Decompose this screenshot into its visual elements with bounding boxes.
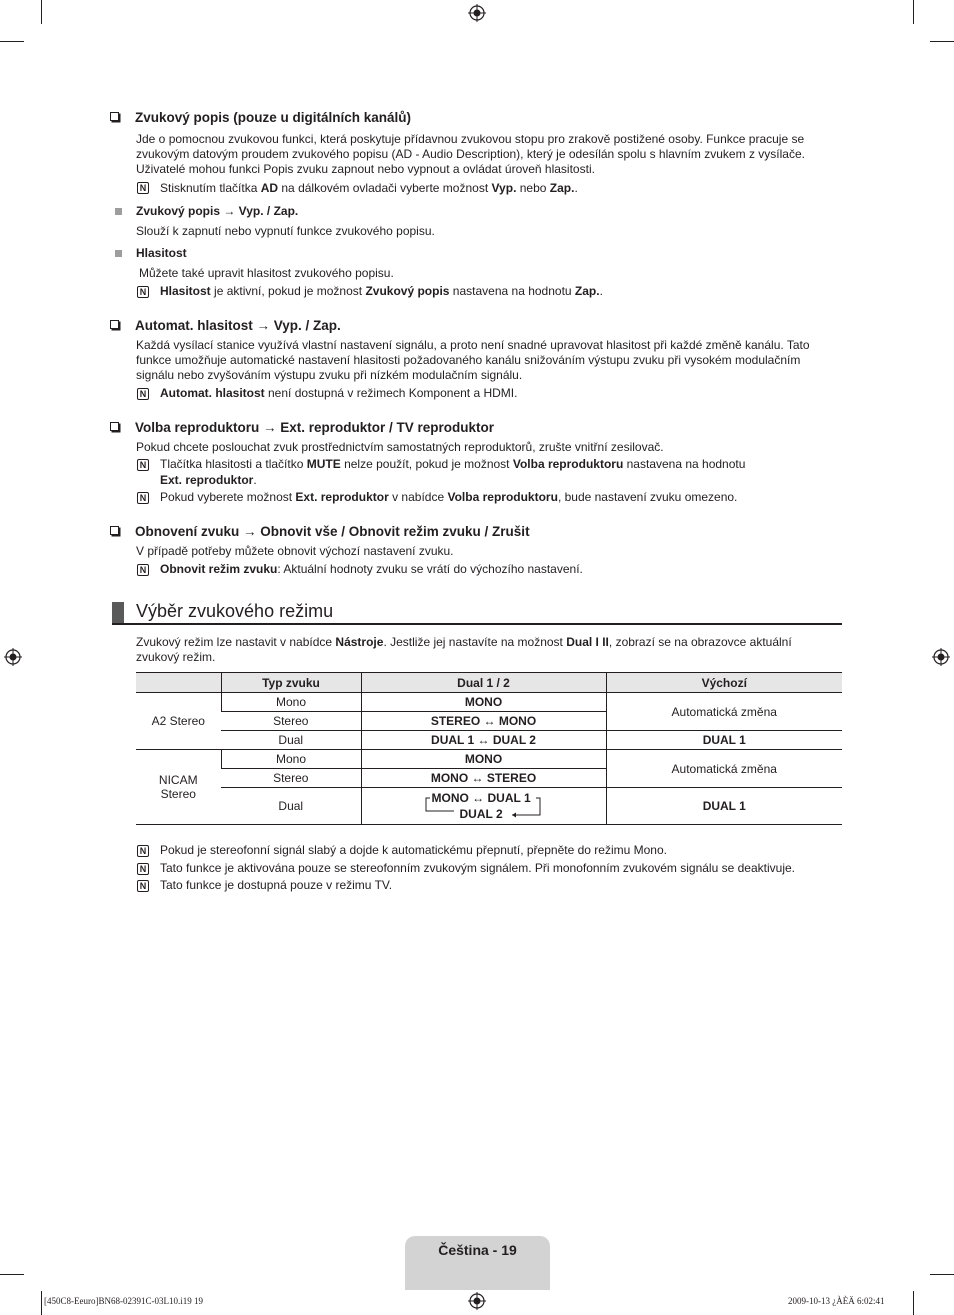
paragraph: V případě potřeby můžete obnovit výchozí nastavení zvuku. (136, 544, 454, 558)
registration-mark-icon (4, 648, 22, 666)
note-icon: N (137, 564, 149, 576)
note-icon: N (137, 492, 149, 504)
note-icon: N (137, 845, 149, 857)
page-title: Výběr zvukového režimu (136, 601, 334, 621)
table-header-row (136, 673, 842, 693)
table-header-cell: Výchozí (606, 673, 842, 693)
table-cell (361, 788, 606, 825)
note-icon: N (137, 880, 149, 892)
table-cell: Dual (221, 788, 361, 825)
table-row (136, 731, 842, 750)
table-cell: Automatická změna (606, 750, 842, 788)
checkbox-bullet-icon (110, 320, 119, 329)
registration-mark-icon (468, 4, 486, 22)
crop-mark (930, 1274, 954, 1275)
table-cell: Automatická změna (606, 693, 842, 731)
table-cell: DUAL 1 ↔ DUAL 2 (361, 731, 606, 750)
note: Hlasitost je aktivní, pokud je možnost Zvukový popis nastavena na hodnotu Zap.. (160, 284, 603, 298)
table-header-cell (136, 673, 221, 693)
registration-mark-icon (932, 648, 950, 666)
paragraph: Pokud chcete poslouchat zvuk prostřednictvím samostatných reproduktorů, zrušte vnitřní zesilovač. (136, 440, 664, 454)
sound-mode-table (136, 672, 842, 825)
paragraph: Jde o pomocnou zvukovou funkci, která poskytuje přídavnou zvukovou stopu pro zrakově postižené osoby. Funkce pracuje se zvukovým datovým proudem zvukového popisu (AD - Audio Description), který je odesílán spolu s hlavním zvukem z vysílače. Uživatelé mohou funkci Popis zvuku zapnout nebo vypnout a ovládat úroveň hlasitosti. (136, 132, 805, 176)
note-icon: N (137, 182, 149, 194)
checkbox-bullet-icon (110, 422, 119, 431)
dual-loop-diagram: MONO ↔ DUAL 1 DUAL 2 (424, 789, 544, 823)
note-icon: N (137, 388, 149, 400)
paragraph: Každá vysílací stanice využívá vlastní nastavení signálu, a proto není snadné upravovat hlasitost při každé změně kanálu. Tato funkce umožňuje automatické nastavení hlasitosti požadovaného kanálu snižováním výstupu zvuku při vysokém modulačním signálu nebo zvyšováním výstupu zvuku při nízkém modulačním signálu. (136, 338, 810, 382)
table-header-cell: Typ zvuku (221, 673, 361, 693)
note: Stisknutím tlačítka AD na dálkovém ovladači vyberte možnost Vyp. nebo Zap.. (160, 181, 578, 195)
table-cell: Stereo (221, 769, 361, 788)
note: Tato funkce je dostupná pouze v režimu TV. (160, 878, 393, 892)
note-icon: N (137, 459, 149, 471)
crop-mark (41, 0, 42, 24)
note: Tato funkce je aktivována pouze se stereofonním zvukovým signálem. Při monofonním zvukovém signálu se deaktivuje. (160, 861, 795, 875)
paragraph: Můžete také upravit hlasitost zvukového popisu. (139, 266, 394, 280)
print-info-left: [450C8-Eeuro]BN68-02391C-03L10.i19 19 (44, 1296, 203, 1306)
crop-mark (0, 41, 24, 42)
table-cell: Mono (221, 693, 361, 712)
note: Tlačítka hlasitosti a tlačítko MUTE nelze použít, pokud je možnost Volba reproduktoru nastavena na hodnotu (160, 457, 746, 471)
sub-item-title: Hlasitost (136, 246, 187, 260)
note-icon: N (137, 863, 149, 875)
table-cell: NICAM Stereo (136, 750, 221, 825)
crop-mark (913, 1291, 914, 1315)
note-icon: N (137, 286, 149, 298)
crop-mark (0, 1274, 24, 1275)
checkbox-bullet-icon (110, 526, 119, 535)
table-cell: Mono (221, 750, 361, 769)
note: Automat. hlasitost není dostupná v režimech Komponent a HDMI. (160, 386, 518, 400)
table-cell: A2 Stereo (136, 693, 221, 750)
crop-mark (930, 41, 954, 42)
intro-paragraph: Zvukový režim lze nastavit v nabídce Nástroje. Jestliže jej nastavíte na možnost Dual I II, zobrazí se na obrazovce aktuální zvukový režim. (136, 635, 792, 664)
registration-mark-icon (468, 1292, 486, 1310)
crop-mark (41, 1291, 42, 1315)
table-row (136, 693, 842, 712)
print-info-right: 2009-10-13 ¿ÀÈÄ 6:02:41 (788, 1296, 885, 1306)
table-row (136, 750, 842, 769)
table-cell: STEREO ↔ MONO (361, 712, 606, 731)
paragraph: Slouží k zapnutí nebo vypnutí funkce zvukového popisu. (136, 224, 435, 238)
table-cell: DUAL 1 (606, 788, 842, 825)
table-row (136, 788, 842, 825)
table-cell: MONO (361, 750, 606, 769)
table-cell: MONO ↔ STEREO (361, 769, 606, 788)
page-number-tab (405, 1236, 550, 1290)
square-bullet-icon (115, 208, 122, 215)
note: Ext. reproduktor. (160, 473, 257, 487)
heading-rule (112, 623, 842, 625)
table-cell: Dual (221, 731, 361, 750)
note: Pokud je stereofonní signál slabý a dojde k automatickému přepnutí, přepněte do režimu Mono. (160, 843, 667, 857)
table-header-cell: Dual 1 / 2 (361, 673, 606, 693)
crop-mark (913, 0, 914, 24)
sub-item-title: Zvukový popis → Vyp. / Zap. (136, 204, 299, 218)
page-number: Čeština - 19 (438, 1242, 517, 1258)
note: Obnovit režim zvuku: Aktuální hodnoty zvuku se vrátí do výchozího nastavení. (160, 562, 583, 576)
table-cell: MONO (361, 693, 606, 712)
table-cell: DUAL 1 (606, 731, 842, 750)
square-bullet-icon (115, 250, 122, 257)
heading-bar (112, 602, 124, 624)
table-cell: Stereo (221, 712, 361, 731)
checkbox-bullet-icon (110, 112, 119, 121)
note: Pokud vyberete možnost Ext. reproduktor v nabídce Volba reproduktoru, bude nastavení zvuku omezeno. (160, 490, 738, 504)
